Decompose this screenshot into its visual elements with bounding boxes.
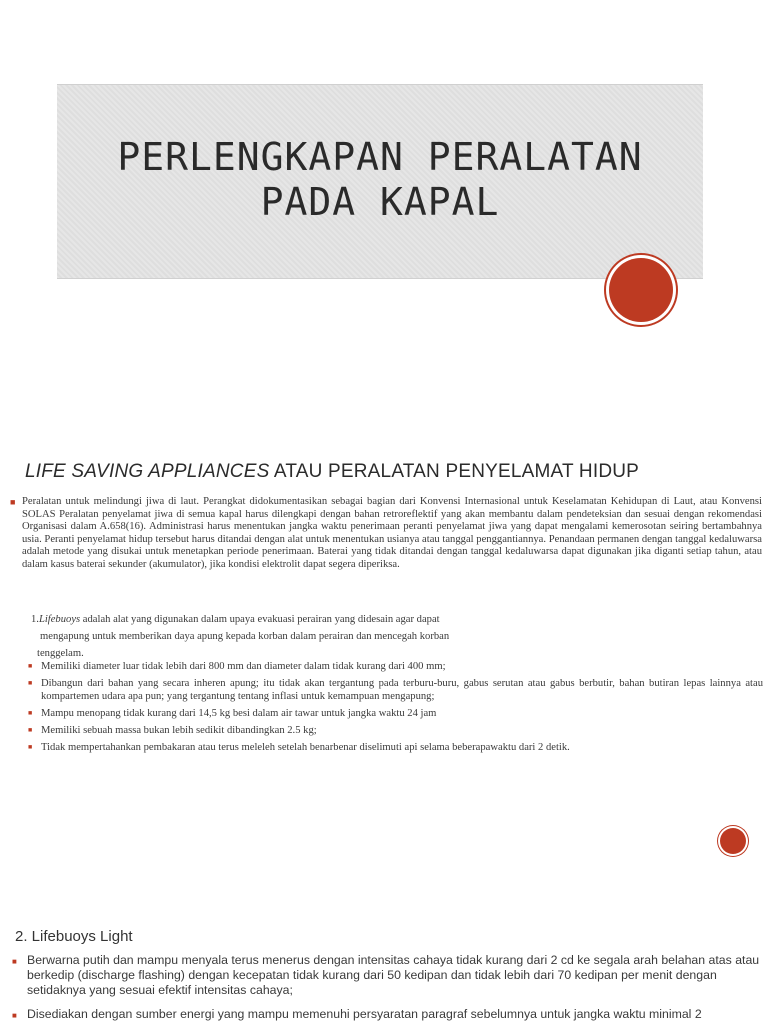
lifebuoy-light-list (12, 953, 760, 1031)
item-line-1: adalah alat yang digunakan dalam upaya evakuasi perairan yang didesain agar dapat (80, 614, 440, 625)
intro-paragraph (10, 496, 762, 571)
heading-rest: ATAU PERALATAN PENYELAMAT HIDUP (269, 461, 640, 482)
list-item: ■ Mampu menopang tidak kurang dari 14,5 kg besi dalam air tawar untuk jangka waktu 24 jam (28, 707, 763, 720)
list-item: ■ Berwarna putih dan mampu menyala terus menerus dengan intensitas cahaya tidak kurang dari 2 cd ke segala arah belahan atas atau berkedip (discharge flashing) dengan kecepatan tidak kurang dari 50 kedipan dan tidak lebih dari 70 kedipan per menit dengan setidaknya yang sesuai efektif intensitas cahaya; (12, 953, 760, 998)
lifebuoy-requirements-list (28, 660, 763, 758)
list-item: ■ Memiliki sebuah massa bukan lebih sedikit dibandingkan 2.5 kg; (28, 724, 763, 737)
list-item: ■ Tidak mempertahankan pembakaran atau terus meleleh setelah benarbenar diselimuti api selama beberapawaktu dari 2 detik. (28, 741, 763, 754)
list-item: ■ Disediakan dengan sumber energi yang mampu memenuhi persyaratan paragraf sebelumnya untuk jangka waktu minimal 2 (12, 1007, 760, 1022)
list-item: ■ Dibangun dari bahan yang secara inheren apung; itu tidak akan tergantung pada terburu-buru, gabus serutan atau gabus berbutir, bahan butiran lepas lainnya atau kompartemen udara apa pun; yang tergantung tentang inflasi untuk kemampuan mengapung; (28, 677, 763, 703)
item-line-2: mengapung untuk memberikan daya apung kepada korban dalam perairan dan mencegah korban (40, 631, 450, 642)
list-item: ■ Memiliki diameter luar tidak lebih dari 800 mm dan diameter dalam tidak kurang dari 400 mm; (28, 660, 763, 673)
title-banner (57, 84, 703, 279)
decorative-circle-icon (609, 258, 673, 322)
title-line-1: PERLENGKAPAN PERALATAN (117, 135, 643, 179)
bullet-icon: ■ (10, 497, 16, 507)
section-heading-2: 2. Lifebuoys Light (15, 928, 133, 945)
item-number: 1. (31, 614, 39, 625)
numbered-item-lifebuoys (31, 611, 731, 662)
section-heading (25, 461, 639, 483)
decorative-circle-icon (720, 828, 746, 854)
title-line-2: PADA KAPAL (260, 180, 500, 224)
intro-text: Peralatan untuk melindungi jiwa di laut. Perangkat didokumentasikan sebagai bagian dari Konvensi Internasional untuk Keselamatan Kehidupan di Laut, atau Konvensi SOLAS Peralatan penyelamat jiwa di semua kapal harus dilengkapi dengan bahan retroreflektif yang akan membantu dalam pendeteksian dan sesuai dengan rekomendasi Organisasi dalam A.658(16). Administrasi harus menentukan jangka waktu penerimaan peranti penyelamat jiwa yang dapat mengalami kemerosotan seiring bertambahnya usia. Peranti penyelamat hidup tersebut harus ditandai dengan alat untuk menentukan usianya atau tanggal penggantiannya. Penandaan permanen dengan tanggal kedaluwarsa adalah metode yang disukai untuk menetapkan periode penerimaan. Baterai yang tidak ditandai dengan tanggal kedaluwarsa dapat digunakan jika diganti setiap tahun, atau dalam kasus baterai sekunder (akumulator), jika kondisi elektrolit dapat segera diperiksa. (22, 496, 762, 570)
heading-term: LIFE SAVING APPLIANCES (25, 461, 270, 482)
slide-title (57, 135, 703, 225)
item-term: Lifebuoys (38, 614, 81, 625)
item-line-3: tenggelam. (37, 648, 84, 659)
